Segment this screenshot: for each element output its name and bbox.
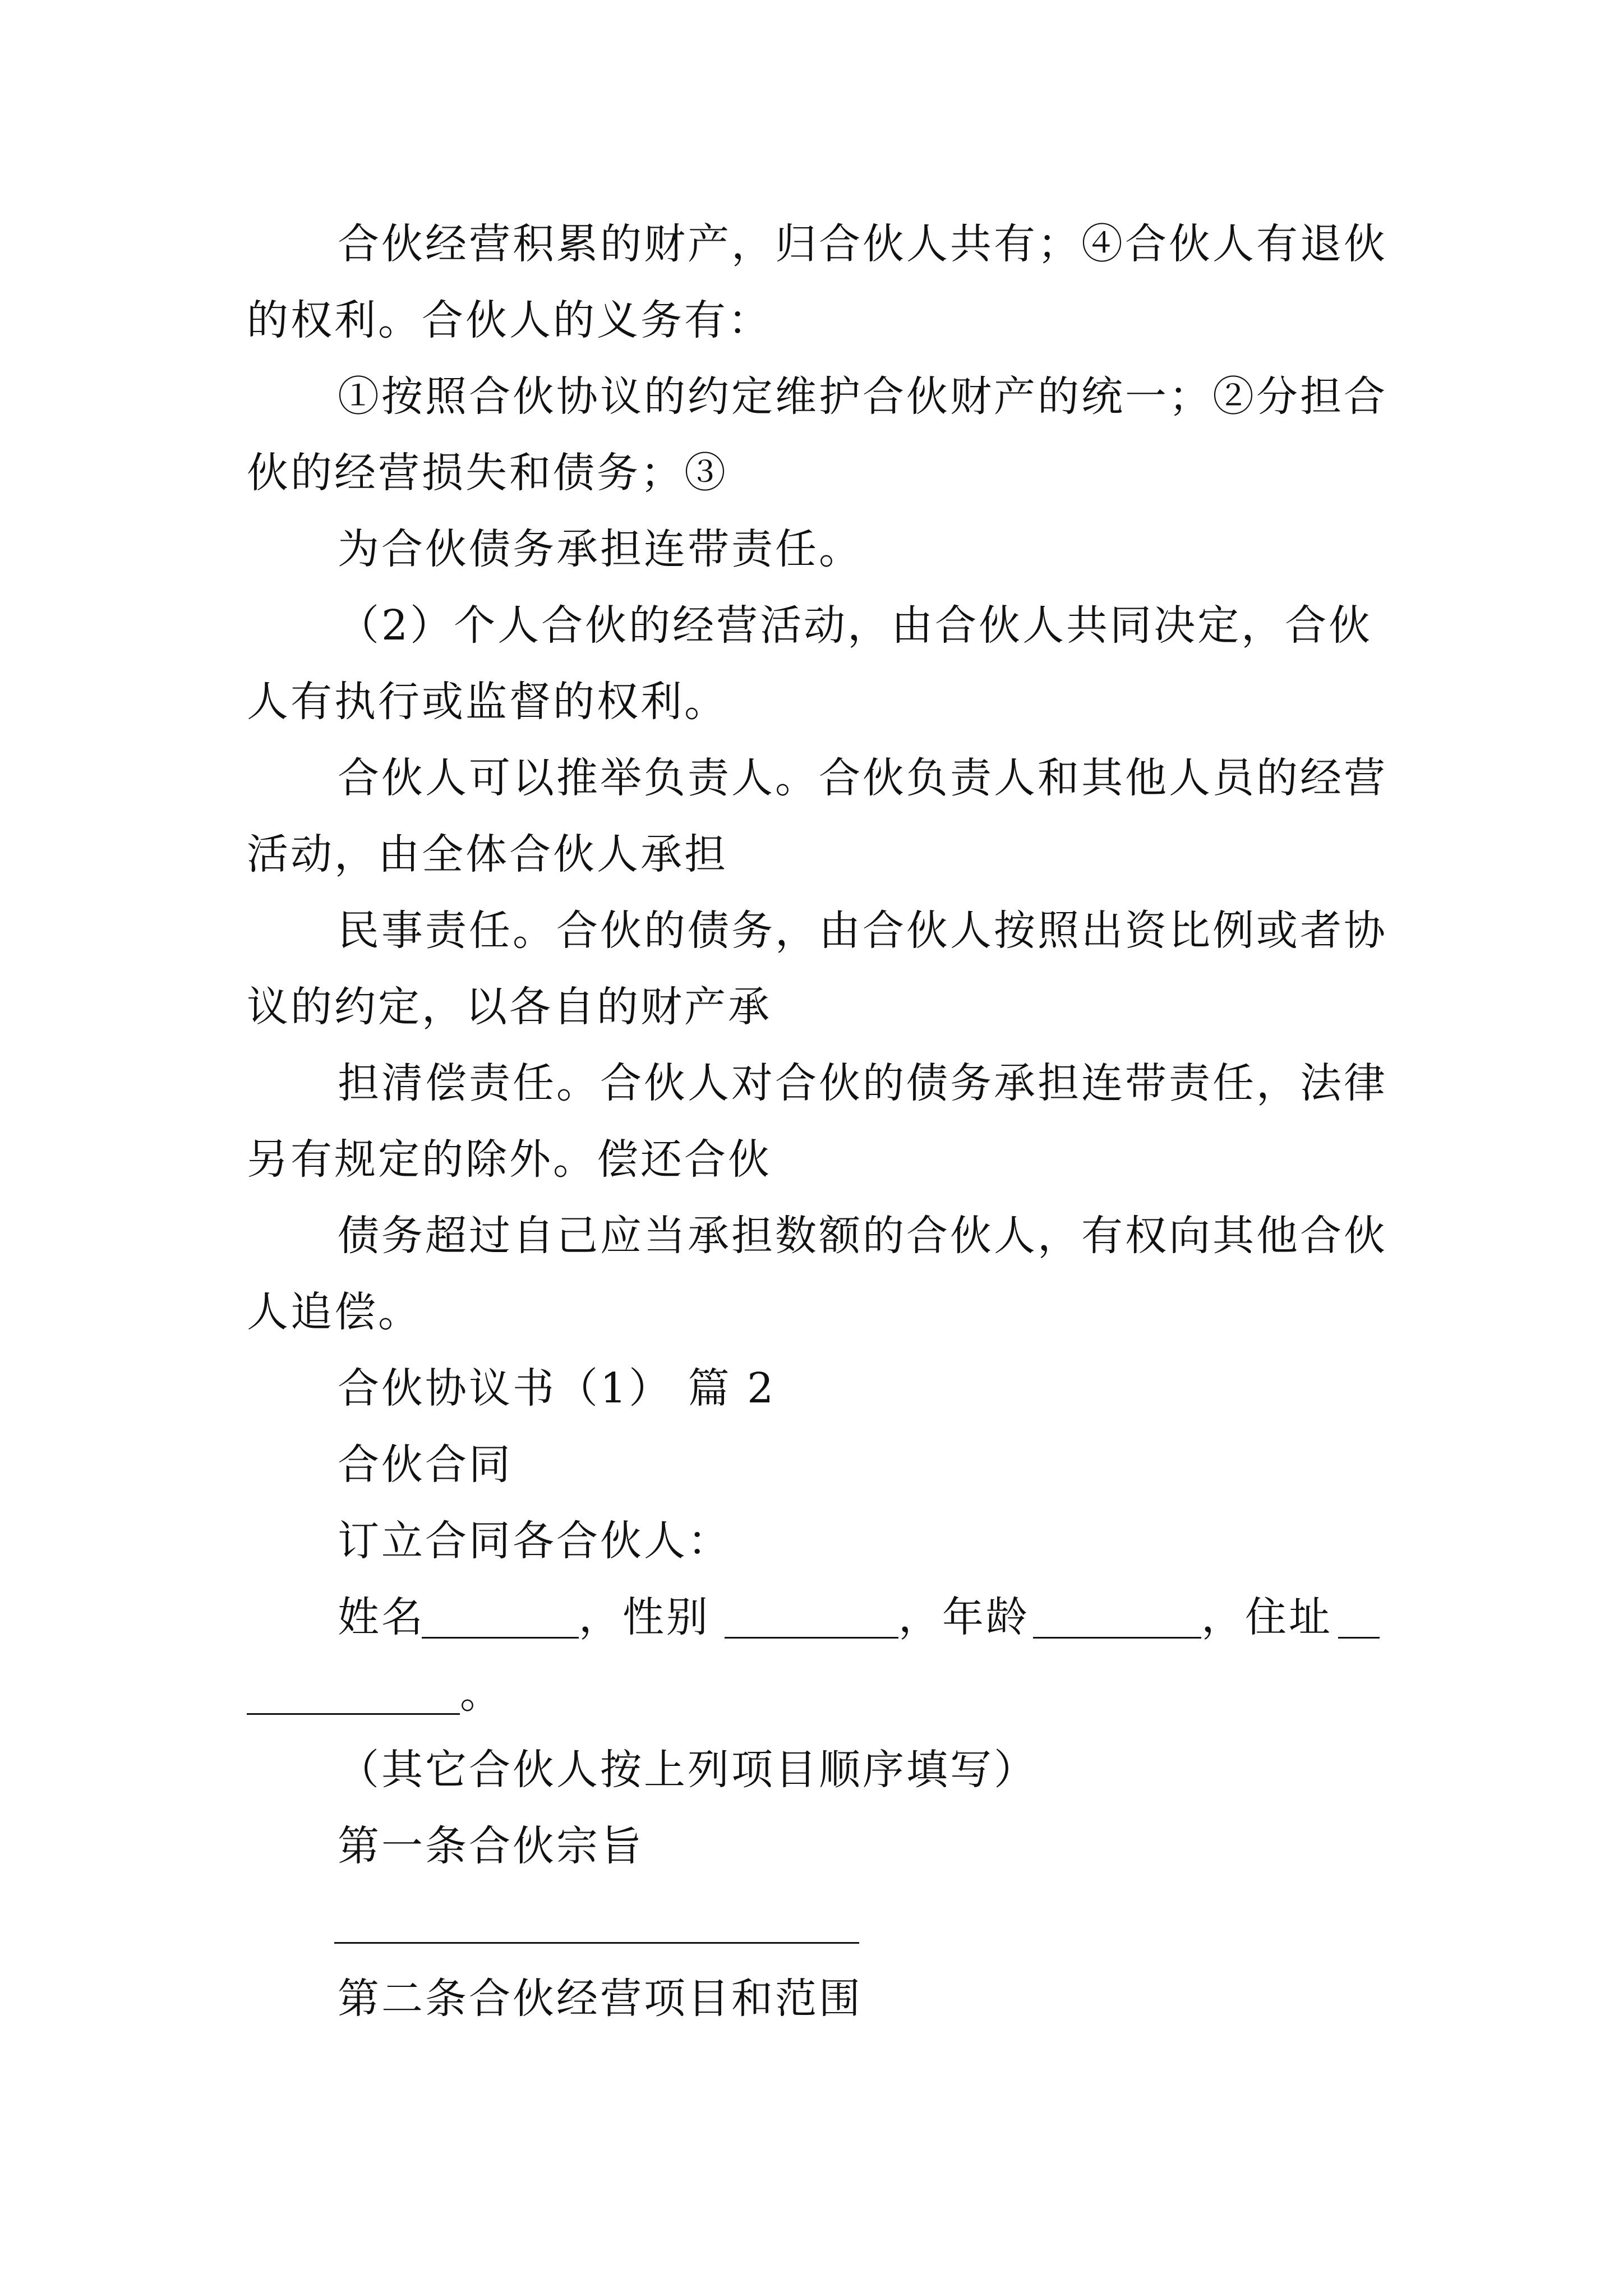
text-line: 为合伙债务承担连带责任。 bbox=[338, 525, 863, 573]
address-blank-line-continued bbox=[247, 1713, 460, 1715]
form-end-mark: 。 bbox=[460, 1669, 504, 1718]
text-line: 人有执行或监督的权利。 bbox=[247, 678, 728, 726]
text-line: 担清偿责任。合伙人对合伙的债务承担连带责任，法律 bbox=[338, 1059, 1387, 1107]
age-blank-line bbox=[1033, 1637, 1201, 1639]
article-2-heading: 第二条合伙经营项目和范围 bbox=[338, 1975, 863, 2023]
text-line: 另有规定的除外。偿还合伙 bbox=[247, 1135, 772, 1184]
text-line: 的权利。合伙人的义务有： bbox=[247, 296, 772, 344]
article-1-heading: 第一条合伙宗旨 bbox=[338, 1822, 644, 1870]
text-line: （2）个人合伙的经营活动，由合伙人共同决定，合伙 bbox=[338, 601, 1373, 650]
form-gender-label: ，性别 bbox=[579, 1593, 710, 1641]
name-blank-line bbox=[422, 1637, 579, 1639]
text-line: 议的约定，以各自的财产承 bbox=[247, 983, 772, 1031]
fill-in-note: （其它合伙人按上列项目顺序填写） bbox=[338, 1746, 1038, 1794]
text-line: 伙的经营损失和债务；③ bbox=[247, 449, 728, 497]
text-line: 订立合同各合伙人： bbox=[338, 1517, 731, 1565]
text-line: ①按照合伙协议的约定维护合伙财产的统一；②分担合 bbox=[338, 372, 1387, 421]
text-line: 人追偿。 bbox=[247, 1288, 422, 1336]
form-name-label: 姓名 bbox=[338, 1593, 425, 1641]
text-line: 合伙经营积累的财产，归合伙人共有；④合伙人有退伙 bbox=[338, 220, 1387, 268]
text-line: 合伙人可以推举负责人。合伙负责人和其他人员的经营 bbox=[338, 754, 1387, 802]
article-1-blank-line bbox=[334, 1942, 859, 1944]
gender-blank-line bbox=[725, 1637, 898, 1639]
form-address-label: ，住址 bbox=[1201, 1593, 1332, 1641]
text-line: 债务超过自己应当承担数额的合伙人，有权向其他合伙 bbox=[338, 1212, 1387, 1260]
text-line: 民事责任。合伙的债务，由合伙人按照出资比例或者协 bbox=[338, 907, 1387, 955]
contract-title: 合伙合同 bbox=[338, 1441, 513, 1489]
section-heading: 合伙协议书（1） 篇 2 bbox=[338, 1364, 776, 1412]
address-blank-line bbox=[1338, 1637, 1380, 1639]
form-age-label: ，年龄 bbox=[898, 1593, 1030, 1641]
text-line: 活动，由全体合伙人承担 bbox=[247, 830, 728, 878]
